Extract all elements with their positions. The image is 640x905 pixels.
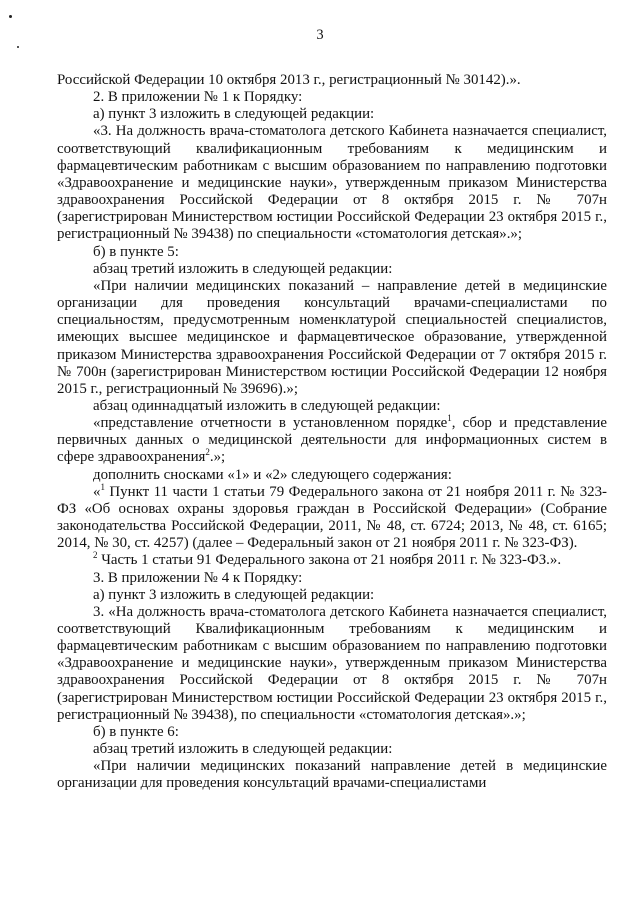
paragraph: а) пункт 3 изложить в следующей редакции:: [93, 106, 375, 123]
document-body: [57, 72, 607, 793]
paragraph: а) пункт 3 изложить в следующей редакции:: [93, 586, 375, 603]
paragraph-text: «представление отчетности в установленном порядке: [93, 415, 448, 432]
footnote-marker: 2: [205, 447, 210, 458]
paragraph-text: Пункт 11 части 1 статьи 79 Федерального закона от 21 ноября 2011 г. № 323-ФЗ «Об основах охраны здоровья граждан в Российской Федерации» (Собрание законодательства Российской Федерации, 2011, № 48, ст. 6724; 2013, № 48, ст. 6165; 2014, № 30, ст. 4257) (далее – Федеральный закон от 21 ноября 2011 г. № 323-ФЗ).: [57, 483, 607, 552]
paragraph: 2. В приложении № 1 к Порядку:: [93, 89, 303, 106]
footnote-marker: 2: [93, 550, 98, 561]
paragraph: абзац одиннадцатый изложить в следующей редакции:: [93, 397, 441, 414]
paragraph: «3. На должность врача-стоматолога детского Кабинета назначается специалист, соответствующий квалификационным требованиям к медицинским и фармацевтическим работникам с высшим образованием по направлению подготовки «Здравоохранение и медицинские науки», утвержденным приказом Министерства здравоохранения Российской Федерации от 8 октября 2015 г. № 707н (зарегистрирован Министерством юстиции Российской Федерации 23 октября 2015 г., регистрационный № 39438) по специальности «стоматология детская».»;: [57, 123, 607, 243]
paragraph-text: Часть 1 статьи 91 Федерального закона от 21 ноября 2011 г. № 323-ФЗ.».: [97, 552, 562, 569]
paragraph: [57, 552, 607, 569]
page-number: 3: [316, 27, 324, 43]
paragraph: абзац третий изложить в следующей редакции:: [93, 260, 393, 277]
paragraph: Российской Федерации 10 октября 2013 г., регистрационный № 30142).».: [57, 72, 521, 88]
paragraph: б) в пункте 6:: [93, 723, 179, 740]
footnote-marker: 1: [100, 481, 105, 492]
paragraph: [57, 481, 607, 553]
scan-speck: [9, 15, 12, 18]
paragraph-text: «: [93, 483, 101, 500]
paragraph: 3. «На должность врача-стоматолога детского Кабинета назначается специалист, соответствующий Квалификационным требованиям к медицинским и фармацевтическим работникам с высшим образованием по направлению подготовки «Здравоохранение и медицинские науки», утвержденным приказом Министерства здравоохранения Российской Федерации от 8 октября 2015 г. № 707н (зарегистрирован Министерством юстиции Российской Федерации 23 октября 2015 г., регистрационный № 39438), по специальности «стоматология детская».»;: [57, 603, 607, 723]
footnote-marker: 1: [447, 413, 452, 424]
paragraph: «При наличии медицинских показаний направление детей в медицинские организации для проведения консультаций врачами-специалистами: [57, 758, 607, 792]
paragraph: [57, 415, 607, 466]
paragraph: абзац третий изложить в следующей редакции:: [93, 741, 393, 758]
paragraph-text: .»;: [209, 449, 226, 466]
paragraph-text: , сбор и представление первичных данных о медицинской деятельности для информационных систем в сфере здравоохранения: [57, 415, 607, 466]
paragraph: «При наличии медицинских показаний – направление детей в медицинские организации для проведения консультаций врачами-специалистами по специальностям, предусмотренным номенклатурой специальностей специалистов, имеющих высшее медицинское и фармацевтическое образование, утвержденной приказом Министерства здравоохранения Российской Федерации от 7 октября 2015 г. № 700н (зарегистрирован Министерством юстиции Российской Федерации 12 ноября 2015 г., регистрационный № 39696).»;: [57, 277, 607, 397]
paragraph: дополнить сносками «1» и «2» следующего содержания:: [93, 466, 452, 483]
scan-speck: [17, 46, 19, 48]
paragraph: б) в пункте 5:: [93, 243, 179, 260]
paragraph: 3. В приложении № 4 к Порядку:: [93, 569, 303, 586]
